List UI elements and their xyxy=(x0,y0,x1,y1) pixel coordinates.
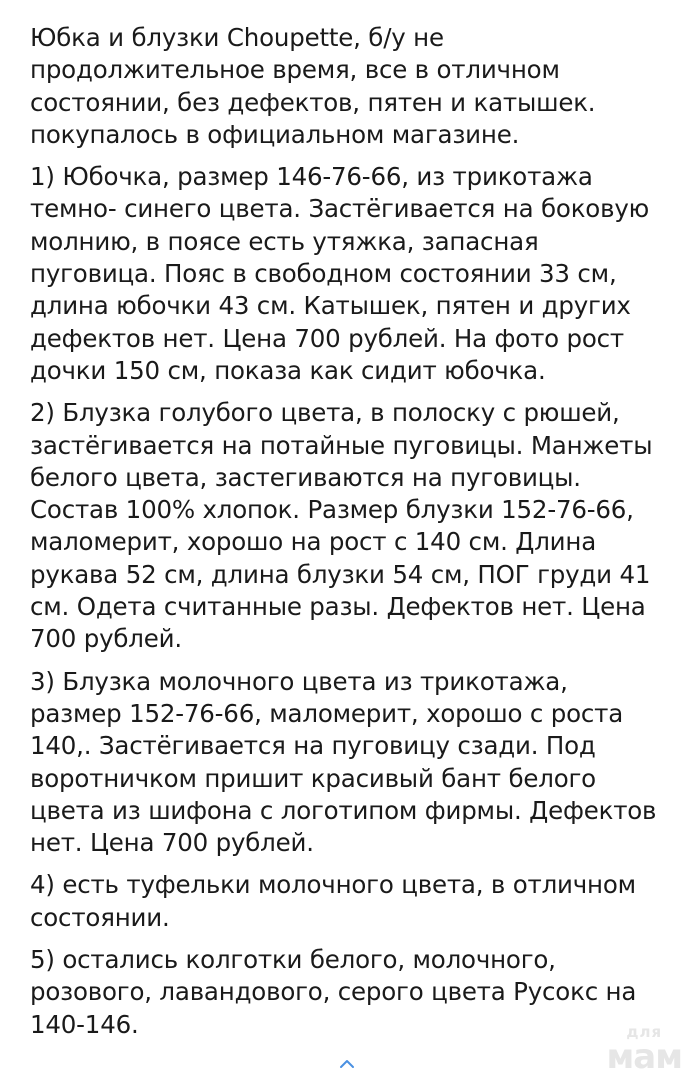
post-item-2: 2) Блузка голубого цвета, в полоску с рюшей, застёгивается на потайные пуговицы. Манжеты белого цвета, застегиваются на пуговицы. Состав 100% хлопок. Размер блузки 152-76-66, маломерит, хорошо на рост с 140 см. Длина рукава 52 см, длина блузки 54 см, ПОГ груди 41 см. Одета считанные разы. Дефектов нет. Цена 700 рублей. xyxy=(30,398,653,654)
chevron-up-icon xyxy=(337,1057,357,1071)
post-intro: Юбка и блузки Choupette, б/у не продолжительное время, все в отличном состоянии, без дефектов, пятен и катышек. покупалось в официальном магазине. xyxy=(30,23,596,149)
post-item-3: 3) Блузка молочного цвета из трикотажа, размер 152-76-66, маломерит, хорошо с роста 140,. Застёгивается на пуговицу сзади. Под воротничком пришит красивый бант белого цвета из шифона с логотипом фирмы. Дефектов нет. Цена 700 рублей. xyxy=(30,666,657,858)
post-item-4: 4) есть туфельки молочного цвета, в отличном состоянии. xyxy=(30,870,636,932)
site-watermark xyxy=(606,1023,682,1077)
scroll-up-button[interactable] xyxy=(337,1056,357,1070)
post-body xyxy=(30,22,680,1051)
post-item-1: 1) Юбочка, размер 146-76-66, из трикотажа темно- синего цвета. Застёгивается на боковую молнию, в поясе есть утяжка, запасная пуговица. Пояс в свободном состоянии 33 см, длина юбочки 43 см. Катышек, пятен и других дефектов нет. Цена 700 рублей. На фото рост дочки 150 см, показа как сидит юбочка. xyxy=(30,162,650,385)
watermark-bottom: мам xyxy=(606,1037,682,1077)
watermark-top: для xyxy=(626,1023,663,1041)
post-item-5: 5) остались колготки белого, молочного, розового, лавандового, серого цвета Русокс на 140-146. xyxy=(30,945,637,1039)
